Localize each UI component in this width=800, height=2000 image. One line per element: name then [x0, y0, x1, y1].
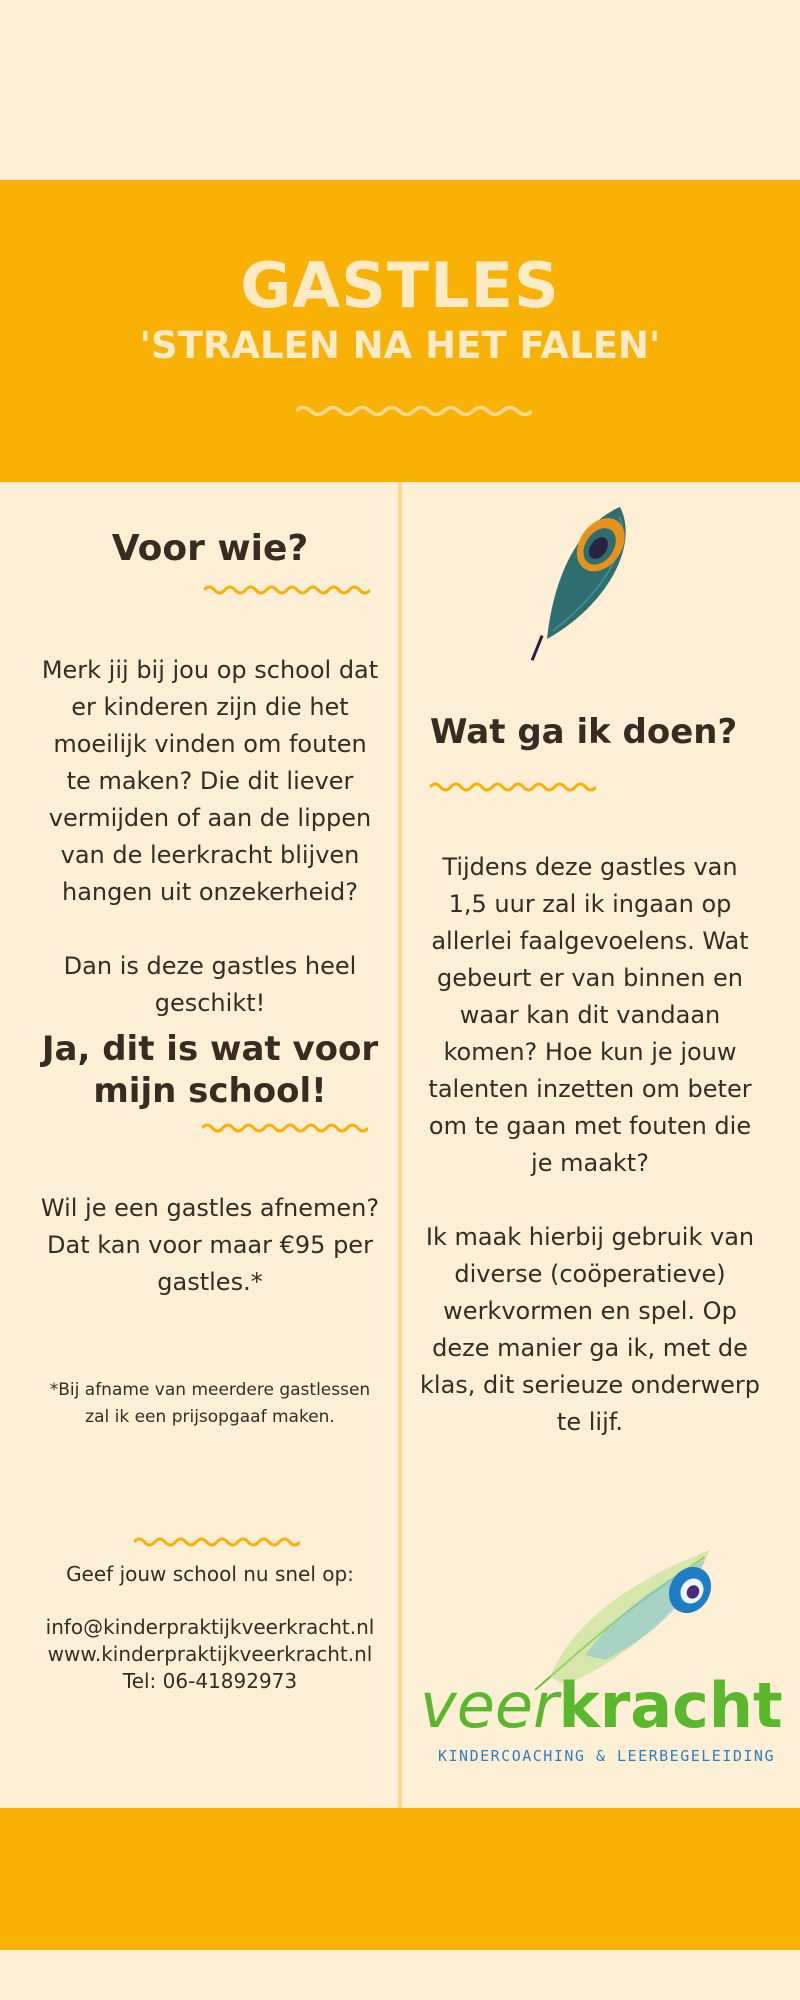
- paragraph-price: Wil je een gastles afnemen? Dat kan voor maar €95 per gastles.*: [40, 1194, 380, 1296]
- logo-wordmark: veerkracht: [420, 1669, 783, 1742]
- footnote-multiple-lessons: *Bij afname van meerdere gastlessen zal ik een prijsopgaaf maken.: [49, 1380, 371, 1427]
- call-to-action: Geef jouw school nu snel op:: [66, 1562, 354, 1586]
- veerkracht-logo: [410, 1545, 783, 1770]
- page-title: GASTLES: [240, 249, 560, 322]
- wave-divider: [430, 781, 596, 793]
- paragraph-dan: Dan is deze gastles heel geschikt!: [63, 952, 357, 1017]
- paragraph-merk: Merk jij bij jou op school dat er kinderen zijn die het moeilijk vinden om fouten te maken? Die dit liever vermijden of aan de lippen van de leerkracht blijven hangen uit onzekerheid?: [41, 656, 379, 906]
- column-divider: [398, 482, 402, 1808]
- banner-wave-divider: [296, 404, 532, 418]
- heading-ja-dit-is-wat-voor-mijn-school: Ja, dit is wat voor mijn school!: [41, 1029, 379, 1111]
- heading-voor-wie: Voor wie?: [111, 528, 309, 569]
- wave-divider: [134, 1536, 300, 1548]
- contact-block: [20, 1614, 400, 1695]
- heading-wat-ga-ik-doen: Wat ga ik doen?: [430, 712, 738, 752]
- wave-divider: [202, 1122, 368, 1134]
- paragraph-tijdens: Tijdens deze gastles van 1,5 uur zal ik ingaan op allerlei faalgevoelens. Wat gebeurt er van binnen en waar kan dit vandaan komen? Hoe kun je jouw talenten inzetten om beter om te gaan met fouten die je maakt?: [428, 853, 752, 1177]
- contact-website[interactable]: www.kinderpraktijkveerkracht.nl: [47, 1642, 373, 1666]
- wave-divider: [204, 584, 370, 596]
- contact-email[interactable]: info@kinderpraktijkveerkracht.nl: [45, 1615, 375, 1639]
- page-subtitle: 'STRALEN NA HET FALEN': [139, 324, 661, 367]
- footer-band: [0, 1808, 800, 1950]
- peacock-feather-icon: [508, 500, 654, 670]
- paragraph-werkvormen: Ik maak hierbij gebruik van diverse (coöperatieve) werkvormen en spel. Op deze manier ga ik, met de klas, dit serieuze onderwerp te lijf.: [420, 1223, 761, 1436]
- contact-phone: Tel: 06-41892973: [122, 1669, 298, 1693]
- logo-tagline: KINDERCOACHING & LEERBEGELEIDING: [438, 1747, 775, 1765]
